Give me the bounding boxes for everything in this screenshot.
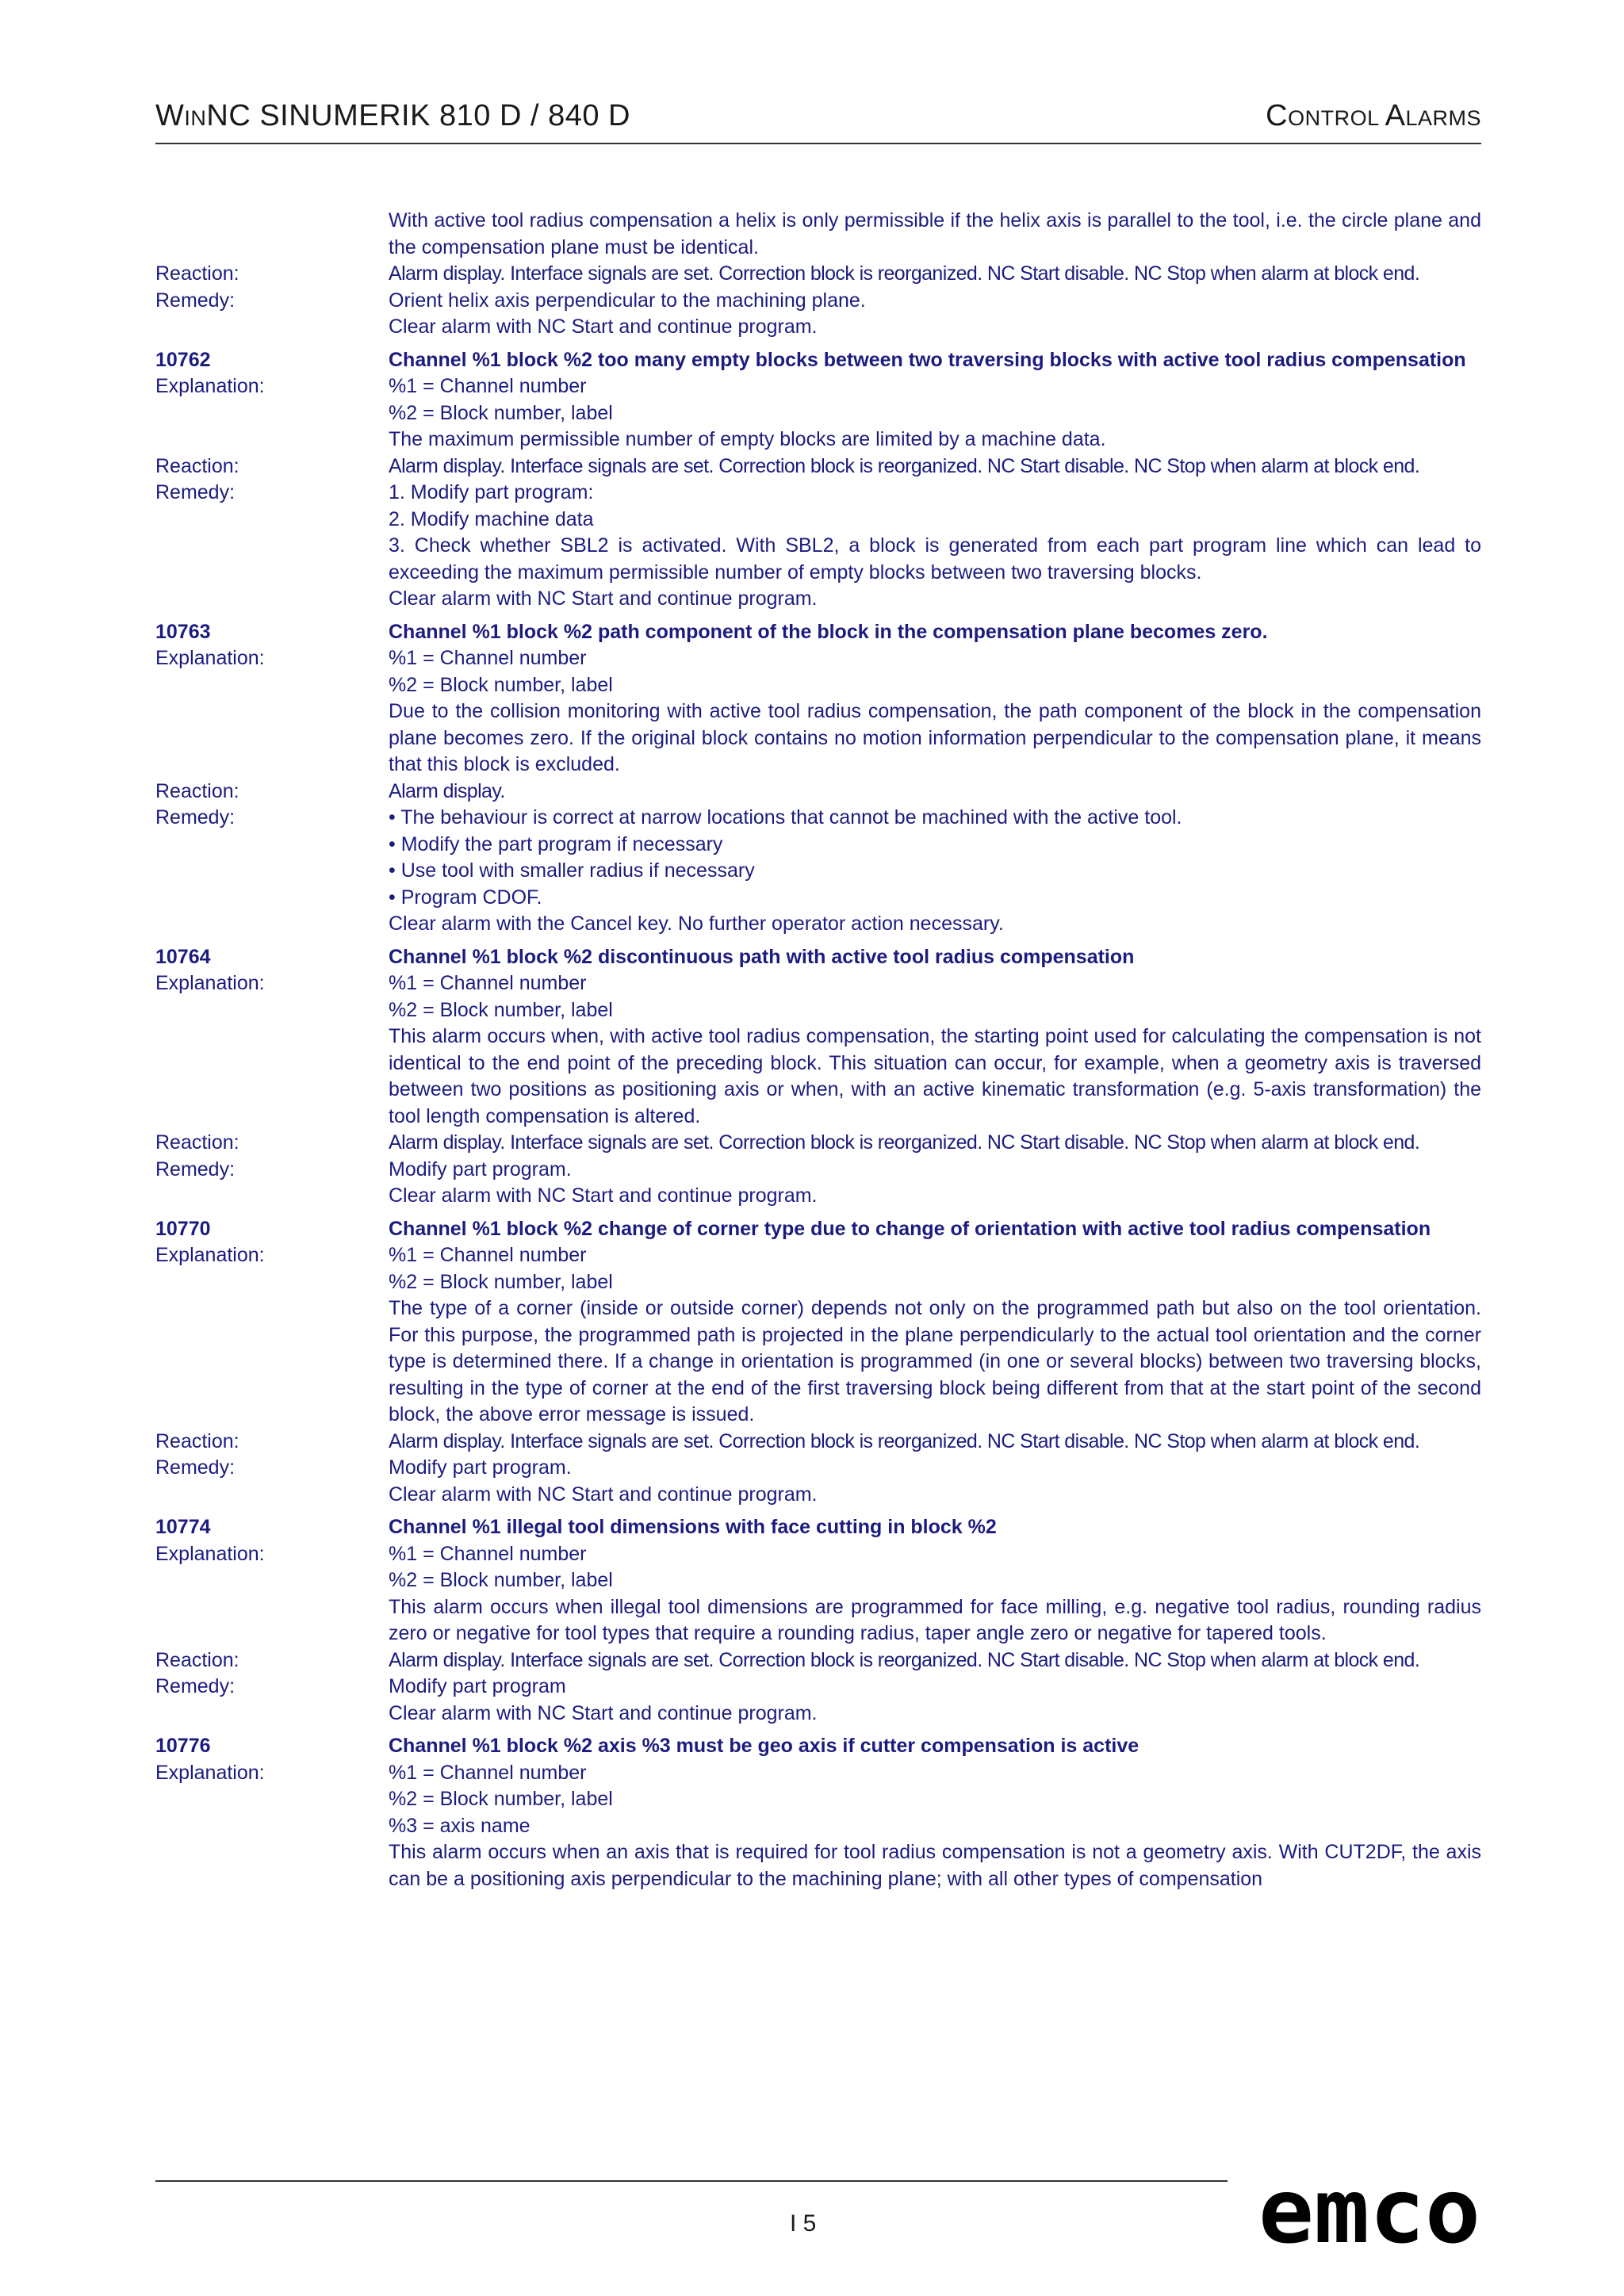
reaction-label: Reaction: xyxy=(155,1429,239,1452)
reaction-label: Reaction: xyxy=(155,1131,239,1154)
alarm-heading xyxy=(155,619,1481,646)
remedy-row xyxy=(155,480,1481,613)
alarm-number: 10776 xyxy=(155,1735,211,1757)
alarm-number: 10763 xyxy=(155,620,211,643)
reaction-label: Reaction: xyxy=(155,1648,239,1671)
explanation-label: Explanation: xyxy=(155,647,265,669)
page-number: I 5 xyxy=(790,2210,817,2237)
alarm-heading xyxy=(155,944,1481,971)
explanation-row xyxy=(155,970,1481,1130)
remedy-label: Remedy: xyxy=(155,481,236,503)
remedy-row xyxy=(155,805,1481,938)
emco-logo xyxy=(1258,2175,1481,2247)
reaction-label: Reaction: xyxy=(155,454,239,477)
remedy-row xyxy=(155,1674,1481,1727)
remedy-label: Remedy: xyxy=(155,289,236,312)
alarm-heading xyxy=(155,1733,1481,1760)
footer-divider xyxy=(155,2180,1228,2182)
continued-text: With active tool radius compensation a helix is only permissible if the helix axis is parallel to the tool, i.e. the circle plane and the compensation plane must be identical. xyxy=(389,209,1481,258)
explanation-row xyxy=(155,1541,1481,1647)
reaction-text: Alarm display. Interface signals are set. Correction block is reorganized. NC Start disable. NC Stop when alarm at block end. xyxy=(389,454,1420,477)
explanation-text: %1 = Channel number %2 = Block number, label The type of a corner (inside or outside corner) depends not only on the programmed path but also on the tool orientation. For this purpose, the programmed path is projected in the plane perpendicularly to the actual tool orientation and the corner type is determined there. If a change in orientation is programmed (in one or several blocks) between two traversing blocks, resulting in the type of corner at the end of the first traversing block being different from that at the start point of the second block, the above error message is issued. xyxy=(389,1244,1481,1425)
explanation-row xyxy=(155,645,1481,779)
remedy-text: Modify part program. Clear alarm with NC Start and continue program. xyxy=(389,1456,818,1506)
remedy-label: Remedy: xyxy=(155,1158,236,1181)
alarm-title: Channel %1 block %2 discontinuous path with active tool radius compensation xyxy=(389,945,1135,968)
alarm-number: 10762 xyxy=(155,348,211,371)
explanation-text: %1 = Channel number %2 = Block number, label %3 = axis name This alarm occurs when an axis that is required for tool radius compensation is not a geometry axis. With CUT2DF, the axis can be a positioning axis perpendicular to the machining plane; with all other types of compensation xyxy=(389,1761,1481,1890)
explanation-text: %1 = Channel number %2 = Block number, label Due to the collision monitoring with active tool radius compensation, the path component of the block in the compensation plane becomes zero. If the original block contains no motion information perpendicular to the compensation plane, it means that this block is excluded. xyxy=(389,647,1481,775)
remedy-text: 1. Modify part program: 2. Modify machine data 3. Check whether SBL2 is activated. With SBL2, a block is generated from each part program line which can lead to exceeding the maximum permissible number of empty blocks between two traversing blocks. Clear alarm with NC Start and continue program. xyxy=(389,481,1481,610)
explanation-row xyxy=(155,1242,1481,1429)
alarm-title: Channel %1 block %2 change of corner type due to change of orientation with active tool radius compensation xyxy=(389,1217,1431,1240)
continued-text-row xyxy=(155,208,1481,261)
alarm-heading xyxy=(155,347,1481,374)
explanation-text: %1 = Channel number %2 = Block number, label This alarm occurs when illegal tool dimensions are programmed for face milling, e.g. negative tool radius, rounding radius zero or negative for tool types that require a rounding radius, taper angle zero or negative for tapered tools. xyxy=(389,1542,1481,1644)
page-header xyxy=(155,97,1481,144)
explanation-row xyxy=(155,373,1481,453)
alarm-title: Channel %1 illegal tool dimensions with face cutting in block %2 xyxy=(389,1516,997,1538)
explanation-text: %1 = Channel number %2 = Block number, label The maximum permissible number of empty blocks are limited by a machine data. xyxy=(389,375,1106,450)
reaction-row xyxy=(155,779,1481,806)
remedy-label: Remedy: xyxy=(155,1675,236,1697)
header-title-right: CONTROL ALARMS xyxy=(1266,99,1481,132)
explanation-label: Explanation: xyxy=(155,375,265,397)
reaction-row xyxy=(155,1130,1481,1157)
explanation-label: Explanation: xyxy=(155,1542,265,1565)
remedy-text: Orient helix axis perpendicular to the machining plane. Clear alarm with NC Start and continue program. xyxy=(389,289,866,338)
alarm-number: 10764 xyxy=(155,945,211,968)
svg-text:emco: emco xyxy=(1258,2175,1480,2247)
alarm-heading xyxy=(155,1514,1481,1541)
explanation-text: %1 = Channel number %2 = Block number, label This alarm occurs when, with active tool radius compensation, the starting point used for calculating the compensation is not identical to the end point of the preceding block. This situation can occur, for example, when a geometry axis is traversed between two positions as positioning axis or when, with an active kinematic transformation (e.g. 5-axis transformation) the tool length compensation is altered. xyxy=(389,972,1481,1127)
remedy-text: • The behaviour is correct at narrow locations that cannot be machined with the active tool. • Modify the part program if necessary • Use tool with smaller radius if necessary • Program CDOF. Clear alarm with the Cancel key. No further operator action necessary. xyxy=(389,806,1182,935)
remedy-row xyxy=(155,1157,1481,1210)
reaction-row xyxy=(155,453,1481,480)
reaction-row xyxy=(155,1429,1481,1456)
alarm-list xyxy=(155,208,1481,1892)
reaction-text: Alarm display. Interface signals are set. Correction block is reorganized. NC Start disable. NC Stop when alarm at block end. xyxy=(389,1648,1420,1671)
reaction-text: Alarm display. xyxy=(389,779,505,802)
remedy-label: Remedy: xyxy=(155,1456,236,1479)
alarm-heading xyxy=(155,1216,1481,1243)
alarm-title: Channel %1 block %2 path component of the block in the compensation plane becomes zero. xyxy=(389,620,1268,643)
reaction-label: Reaction: xyxy=(155,262,239,285)
explanation-label: Explanation: xyxy=(155,972,265,994)
reaction-row xyxy=(155,1647,1481,1674)
header-title-left: WINNC SINUMERIK 810 D / 840 D xyxy=(155,99,630,132)
explanation-label: Explanation: xyxy=(155,1244,265,1266)
remedy-text: Modify part program. Clear alarm with NC Start and continue program. xyxy=(389,1158,818,1207)
remedy-label: Remedy: xyxy=(155,806,236,828)
reaction-text: Alarm display. Interface signals are set. Correction block is reorganized. NC Start disable. NC Stop when alarm at block end. xyxy=(389,262,1420,285)
reaction-row xyxy=(155,261,1481,288)
reaction-label: Reaction: xyxy=(155,779,239,802)
alarm-title: Channel %1 block %2 axis %3 must be geo axis if cutter compensation is active xyxy=(389,1735,1139,1757)
remedy-row xyxy=(155,288,1481,341)
remedy-text: Modify part program Clear alarm with NC Start and continue program. xyxy=(389,1675,818,1724)
reaction-text: Alarm display. Interface signals are set. Correction block is reorganized. NC Start disable. NC Stop when alarm at block end. xyxy=(389,1131,1420,1154)
remedy-row xyxy=(155,1455,1481,1508)
explanation-row xyxy=(155,1760,1481,1893)
explanation-label: Explanation: xyxy=(155,1761,265,1784)
alarm-number: 10774 xyxy=(155,1516,211,1538)
alarm-title: Channel %1 block %2 too many empty blocks between two traversing blocks with active tool radius compensation xyxy=(389,348,1466,371)
alarm-number: 10770 xyxy=(155,1217,211,1240)
reaction-text: Alarm display. Interface signals are set. Correction block is reorganized. NC Start disable. NC Stop when alarm at block end. xyxy=(389,1429,1420,1452)
